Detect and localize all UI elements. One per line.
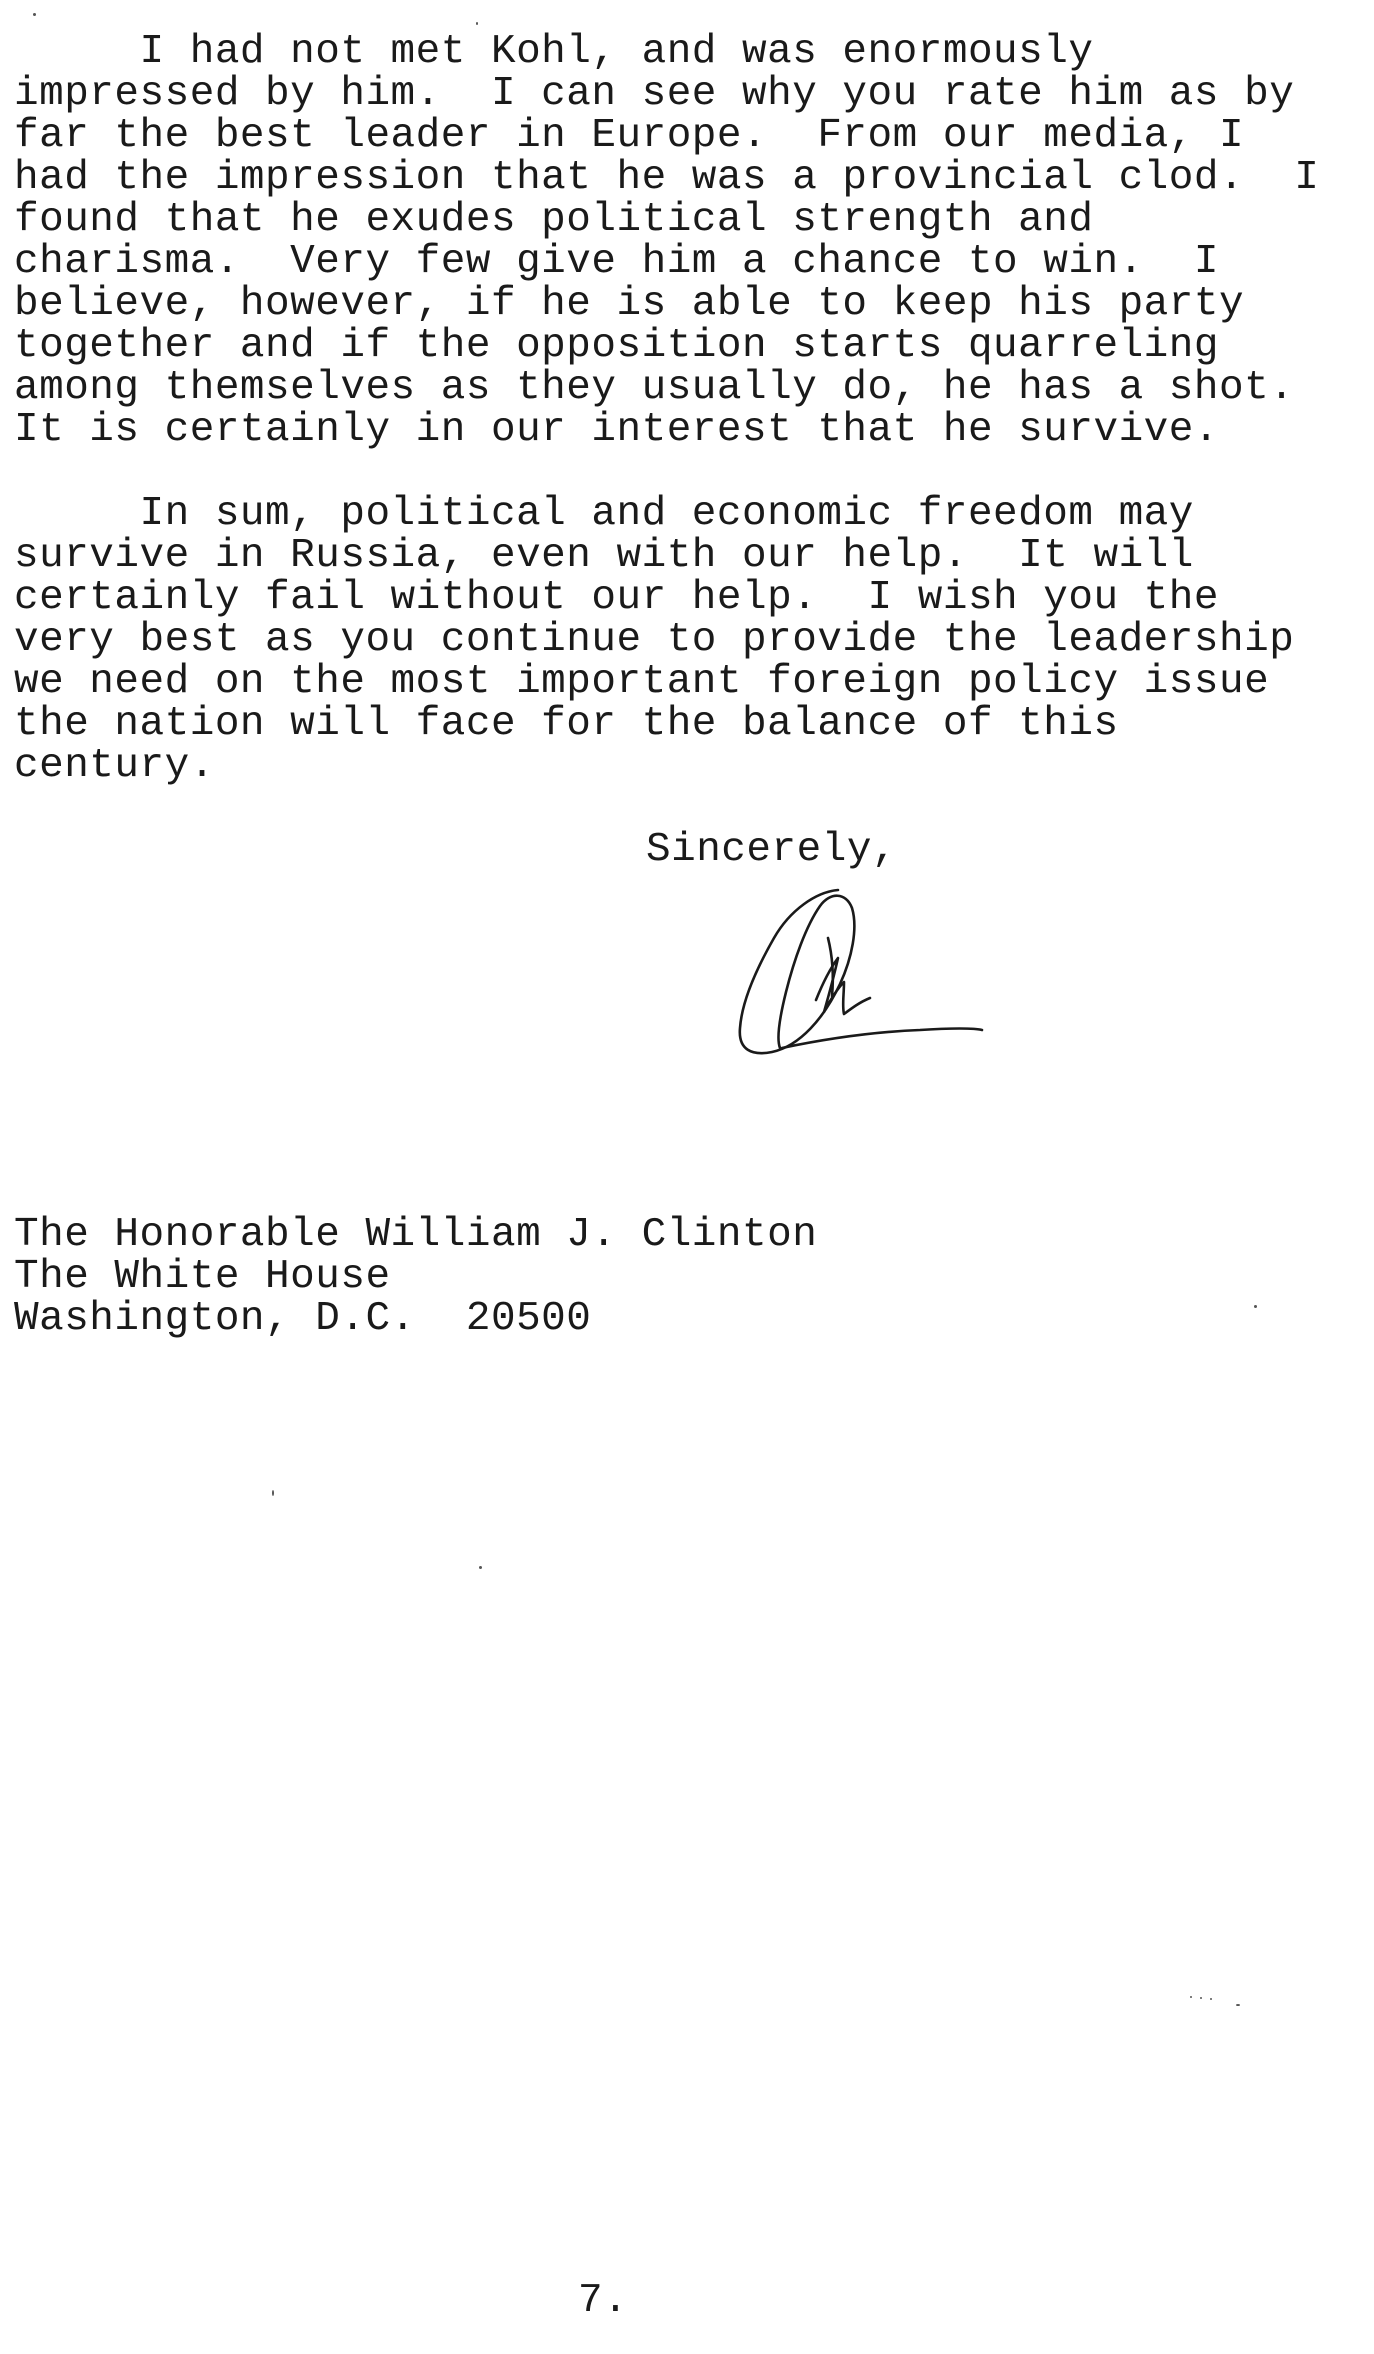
address-line-2: The White House xyxy=(14,1254,391,1300)
paragraph-1-line-9: among themselves as they usually do, he has a shot. xyxy=(14,365,1295,411)
paragraph-2-line-6: the nation will face for the balance of this xyxy=(14,701,1119,747)
paragraph-1-line-10: It is certainly in our interest that he survive. xyxy=(14,407,1219,453)
paragraph-2-line-4: very best as you continue to provide the leadership xyxy=(14,617,1295,663)
paragraph-1-line-7: believe, however, if he is able to keep his party xyxy=(14,281,1245,327)
scan-speck xyxy=(479,1566,482,1569)
address-line-1: The Honorable William J. Clinton xyxy=(14,1212,818,1258)
paragraph-1-line-6: charisma. Very few give him a chance to win. I xyxy=(14,239,1219,285)
paragraph-2-line-7: century. xyxy=(14,743,215,789)
scan-speck xyxy=(272,1490,274,1496)
scan-speck xyxy=(1254,1305,1257,1308)
closing-salutation: Sincerely, xyxy=(646,827,898,873)
paragraph-1-line-5: found that he exudes political strength and xyxy=(14,197,1094,243)
scan-speck xyxy=(1190,1996,1192,1998)
paragraph-2-line-3: certainly fail without our help. I wish you the xyxy=(14,575,1219,621)
scan-speck xyxy=(1200,1997,1202,1999)
paragraph-1-line-3: far the best leader in Europe. From our media, I xyxy=(14,113,1245,159)
scan-speck xyxy=(1236,2004,1240,2006)
paragraph-2-line-1: In sum, political and economic freedom may xyxy=(14,491,1194,537)
paragraph-1-line-1: I had not met Kohl, and was enormously xyxy=(14,29,1094,75)
page-number: 7. xyxy=(578,2278,629,2324)
address-line-3: Washington, D.C. 20500 xyxy=(14,1296,592,1342)
paragraph-1-line-4: had the impression that he was a provincial clod. I xyxy=(14,155,1320,201)
scan-speck xyxy=(1210,1998,1212,2000)
scan-speck xyxy=(476,22,478,25)
paragraph-2-line-2: survive in Russia, even with our help. It will xyxy=(14,533,1194,579)
paragraph-1-line-8: together and if the opposition starts quarreling xyxy=(14,323,1219,369)
paragraph-2-line-5: we need on the most important foreign policy issue xyxy=(14,659,1270,705)
paragraph-1-line-2: impressed by him. I can see why you rate him as by xyxy=(14,71,1295,117)
signature-image xyxy=(720,880,1000,1070)
scan-speck xyxy=(33,13,36,16)
